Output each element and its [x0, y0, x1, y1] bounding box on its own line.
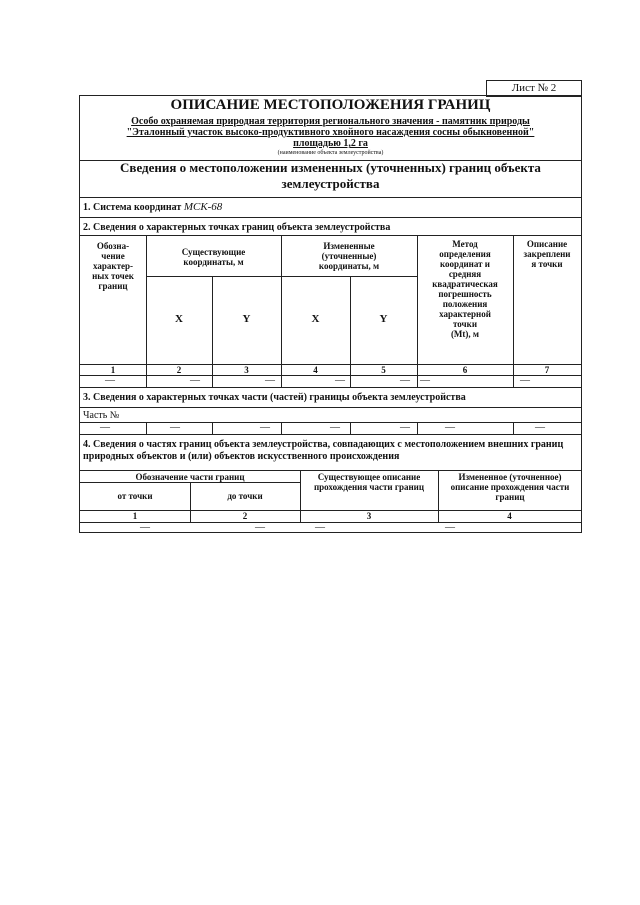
header-designation: Обозна- чение характер- ных точек границ: [92, 241, 134, 291]
grid-line: [350, 422, 351, 434]
empty-dash: —: [400, 422, 410, 433]
title-line-1: Особо охраняемая природная территория регионального значения - памятник природы: [131, 116, 530, 127]
header-changed-description: Измененное (уточненное) описание прохождения части границ: [450, 472, 570, 502]
divider: [80, 217, 581, 218]
coordinate-system: МСК-68: [183, 201, 223, 213]
col-number: 7: [544, 365, 550, 375]
empty-dash: —: [190, 375, 200, 386]
empty-dash: —: [445, 422, 455, 433]
col-number: 3: [244, 365, 249, 375]
sec3-label: 3. Сведения о характерных точках части (частей) границы объекта землеустройства: [83, 392, 466, 403]
section-title: Сведения о местоположении измененных (уточненных) границ объекта землеустройства: [120, 160, 541, 191]
empty-dash: —: [315, 522, 325, 533]
empty-dash: —: [445, 522, 455, 533]
empty-dash: —: [100, 422, 110, 433]
empty-dash: —: [535, 422, 545, 433]
sec4-label: 4. Сведения о частях границ объекта землеустройства, совпадающих с местоположением внешних границ природных объектов и (или) объектов искусственного происхождения: [83, 439, 564, 462]
empty-dash: —: [400, 375, 410, 386]
col-number: 5: [381, 365, 386, 375]
header-existing-description: Существующее описание прохождения части границ: [313, 472, 425, 492]
grid-line: [146, 422, 147, 434]
empty-dash: —: [335, 375, 345, 386]
divider: [80, 235, 581, 236]
grid-line: [212, 422, 213, 434]
part-number: Часть №: [83, 410, 120, 421]
divider: [80, 470, 581, 471]
sheet-number: Лист № 2: [511, 82, 557, 94]
grid-line: [281, 422, 282, 434]
divider: [80, 197, 581, 198]
divider: [80, 434, 581, 435]
col-number: 3: [366, 511, 372, 521]
divider: [80, 407, 581, 408]
divider: [80, 482, 300, 483]
empty-dash: —: [105, 375, 115, 386]
empty-dash: —: [260, 422, 270, 433]
title-line-2: "Эталонный участок высоко-продуктивного хвойного насаждения сосны обыкновенной": [126, 127, 535, 138]
header-fixing: Описание закреплени я точки: [523, 239, 571, 269]
header-x-existing: X: [175, 313, 183, 325]
empty-dash: —: [170, 422, 180, 433]
sec2-label: 2. Сведения о характерных точках границ объекта землеустройства: [83, 222, 391, 233]
col-number: 6: [462, 365, 468, 375]
divider: [80, 522, 581, 523]
divider: [146, 276, 417, 277]
header-y-existing: Y: [242, 313, 251, 325]
empty-dash: —: [330, 422, 340, 433]
divider: [80, 387, 581, 388]
title-note: (наименование объекта землеустройства): [277, 150, 384, 156]
sec1-label: [83, 201, 222, 213]
grid-line: [417, 422, 418, 434]
empty-dash: —: [140, 522, 150, 533]
col-number: 4: [507, 511, 512, 521]
header-method: Метод определения координат и средняя квадратическая погрешность положения характерной точки (Mt), м: [432, 239, 498, 339]
header-x-changed: X: [311, 313, 320, 325]
header-existing: Существующие координаты, м: [181, 247, 246, 267]
col-number: 2: [242, 511, 248, 521]
header-from-point: от точки: [117, 491, 153, 501]
col-number: 4: [313, 365, 318, 375]
empty-dash: —: [265, 375, 275, 386]
sec1-text: 1. Система координат: [83, 202, 182, 213]
empty-dash: —: [255, 522, 265, 533]
divider: [80, 375, 581, 376]
title-line-3: площадью 1,2 га: [293, 138, 368, 149]
title-block: [80, 96, 581, 160]
grid-line: [513, 422, 514, 434]
col-number: 1: [110, 365, 116, 375]
col-number: 1: [132, 511, 138, 521]
main-title: ОПИСАНИЕ МЕСТОПОЛОЖЕНИЯ ГРАНИЦ: [170, 97, 491, 113]
header-changed: Измененные (уточненные) координаты, м: [318, 241, 380, 271]
header-y-changed: Y: [379, 313, 388, 325]
header-part-designation: Обозначение части границ: [135, 472, 245, 482]
col-number: 2: [176, 365, 182, 375]
header-to-point: до точки: [227, 491, 263, 501]
document-form: [79, 95, 582, 533]
empty-dash: —: [520, 375, 530, 386]
empty-dash: —: [420, 375, 430, 386]
